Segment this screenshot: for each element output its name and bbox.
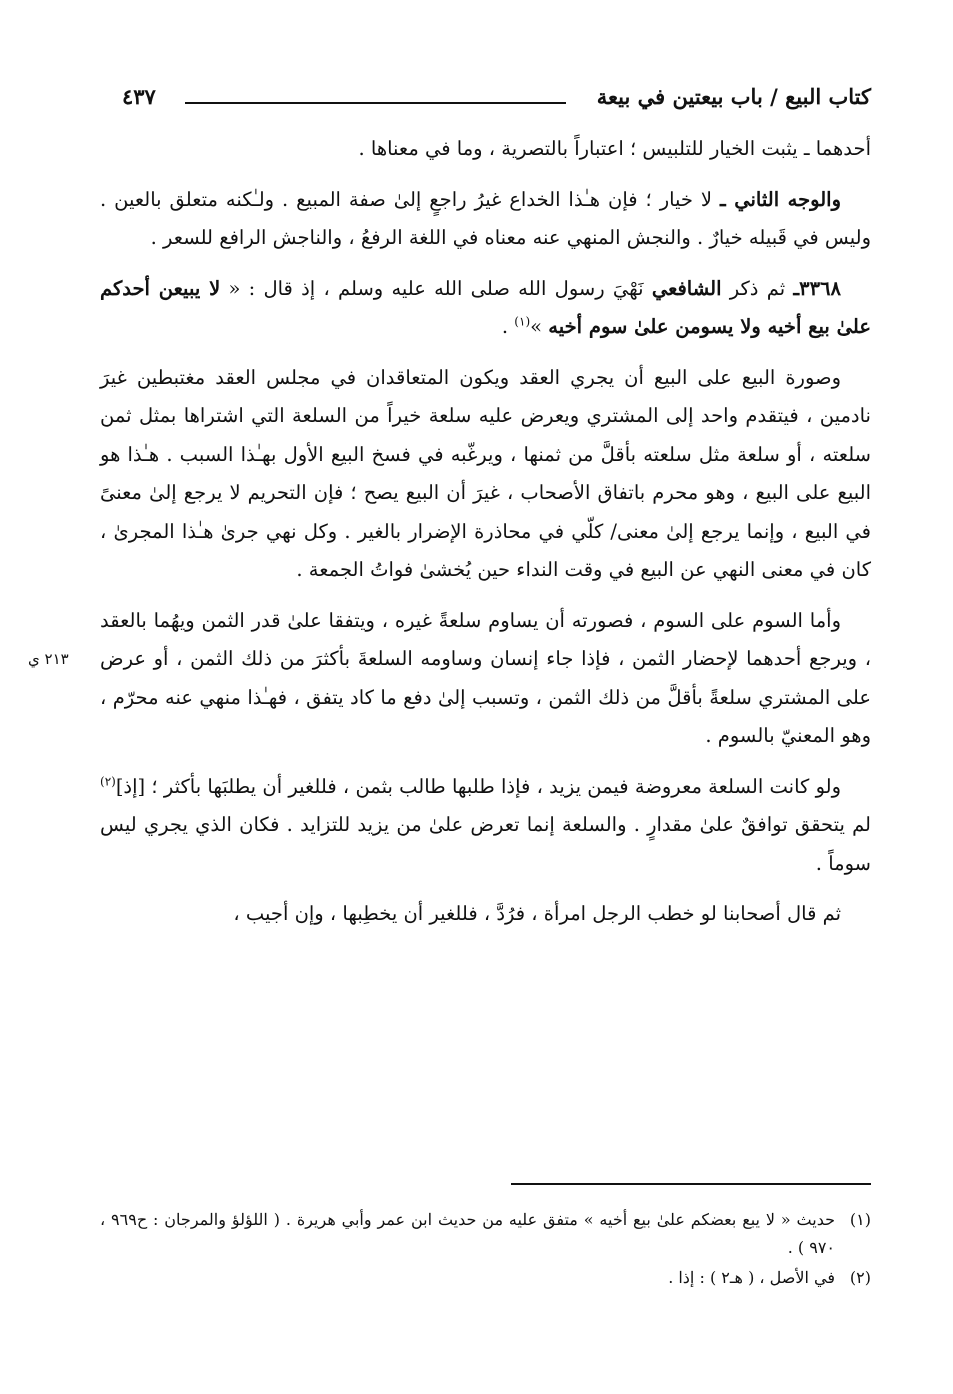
footnote-2 xyxy=(100,1264,871,1292)
hadith-text: لا يبيعن أحدكم علىٰ بيع أخيه ولا يسومن علىٰ سوم أخيه xyxy=(100,276,871,338)
manuscript-folio-note: ٢١٣ ي xyxy=(28,650,69,668)
paragraph-3-text-a: ثم ذكر xyxy=(721,276,794,300)
paragraph-2-lead: والوجه الثاني ـ xyxy=(720,187,841,211)
page-header xyxy=(100,80,871,120)
paragraph-1 xyxy=(100,130,871,169)
paragraph-5 xyxy=(100,602,871,756)
paragraph-7-text: ثم قال أصحابنا لو خطب الرجل امرأة ، فرُدَّ ، فللغير أن يخطِبها ، وإن أجيب ، xyxy=(233,902,841,925)
paragraph-2-text: لا خيار ؛ فإن هـٰذا الخداع غيرُ راجعٍ إلىٰ صفة المبيع . ولـٰكنه متعلق بالعين . وليس في قَبيله خيارٌ . والنجش المنهي عنه معناه في اللغة الرفعُ ، والناجش الرافع للسعر . xyxy=(100,187,871,249)
footnote-ref-2[interactable]: (٢) xyxy=(100,774,116,788)
header-rule xyxy=(185,102,566,104)
paragraph-3-text-c: » xyxy=(530,315,549,338)
paragraph-1-text: أحدهما ـ يثبت الخيار للتلبيس ؛ اعتباراً بالتصرية ، وما في معناها . xyxy=(358,137,871,160)
footnotes xyxy=(100,1206,871,1294)
paragraph-3-text-b: نَهْيَ رسول الله صلى الله عليه وسلم ، إذ قال : « xyxy=(220,276,652,300)
page-number: ٤٣٧ xyxy=(122,84,156,109)
paragraph-4 xyxy=(100,359,871,590)
paragraph-2 xyxy=(100,181,871,258)
paragraph-4-text: وصورة البيع على البيع أن يجري العقد ويكون المتعاقدان في مجلس العقد مغتبطين غيرَ نادمين ، فيتقدم واحد إلى المشتري ويعرض عليه سلعة خيراً من السلعة التي اشتراها بمثل ثمن سلعته ، أو سلعة مثل سلعته بأقلَّ من ثمنها ، ويرغّبه في فسخ البيع الأول بهـٰذا السبب . هـٰذا هو البيع على البيع ، وهو محرم باتفاق الأصحاب ، غيرَ أن البيع يصح ؛ فإن التحريم لا يرجع إلىٰ معنىً في البيع ، وإنما يرجع إلىٰ معنى/ كلّي في محاذرة الإضرار بالغير . وكل نهي جرىٰ هـٰذا المجرىٰ ، كان في معنى النهي عن البيع في وقت النداء حين يُخشىٰ فواتُ الجمعة . xyxy=(100,365,871,581)
paragraph-5-text: وأما السوم على السوم ، فصورته أن يساوم سلعةً غيره ، ويتفقا علىٰ قدر الثمن ويهُما بالعقد ، ويرجع أحدهما لإحضار الثمن ، فإذا جاء إنسان وساومه السلعةَ بأكثرَ من ذلك الثمن ، أو عرض على المشتري سلعةً بأقلَّ من ذلك الثمن ، وتسبب إلىٰ دفع ما كاد يتفق ، فهـٰذا منهي عنه محرّم ، وهو المعنيّ بالسوم . xyxy=(100,608,871,747)
paragraph-6 xyxy=(100,768,871,884)
paragraph-3-end: . xyxy=(501,315,515,338)
issue-number: ٣٣٦٨ـ xyxy=(793,276,842,300)
running-title: كتاب البيع / باب بيعتين في بيعة xyxy=(596,84,871,109)
paragraph-6-text-a: ولو كانت السلعة معروضة فيمن يزيد ، فإذا طلبها طالب بثمن ، فللغير أن يطلبَها بأكثر ؛ [إذ] xyxy=(115,774,841,798)
footnote-ref-1[interactable]: (١) xyxy=(514,314,531,329)
footnote-rule xyxy=(511,1183,871,1185)
name-shafii: الشافعي xyxy=(651,276,722,300)
paragraph-3 xyxy=(100,270,871,347)
footnote-1-text: حديث « لا يبع بعضكم علىٰ بيع أخيه » متفق عليه من حديث ابن عمر وأبي هريرة . ( اللؤلؤ والمرجان : ح٩٦٩ ، ٩٧٠ ) . xyxy=(100,1210,836,1257)
paragraph-6-text-b: لم يتحقق توافقٌ علىٰ مقدارٍ . والسلعة إنما تعرض علىٰ من يزيد للتزايد . فكان الذي يجري ليس سوماً . xyxy=(100,813,871,875)
footnote-2-number: (٢) xyxy=(849,1268,871,1287)
footnote-2-text: في الأصل ، ( هـ٢ ) : إذا . xyxy=(668,1268,835,1287)
paragraph-7 xyxy=(100,895,871,934)
footnote-1-number: (١) xyxy=(849,1210,871,1229)
main-text xyxy=(100,130,871,946)
footnote-1 xyxy=(100,1206,871,1262)
